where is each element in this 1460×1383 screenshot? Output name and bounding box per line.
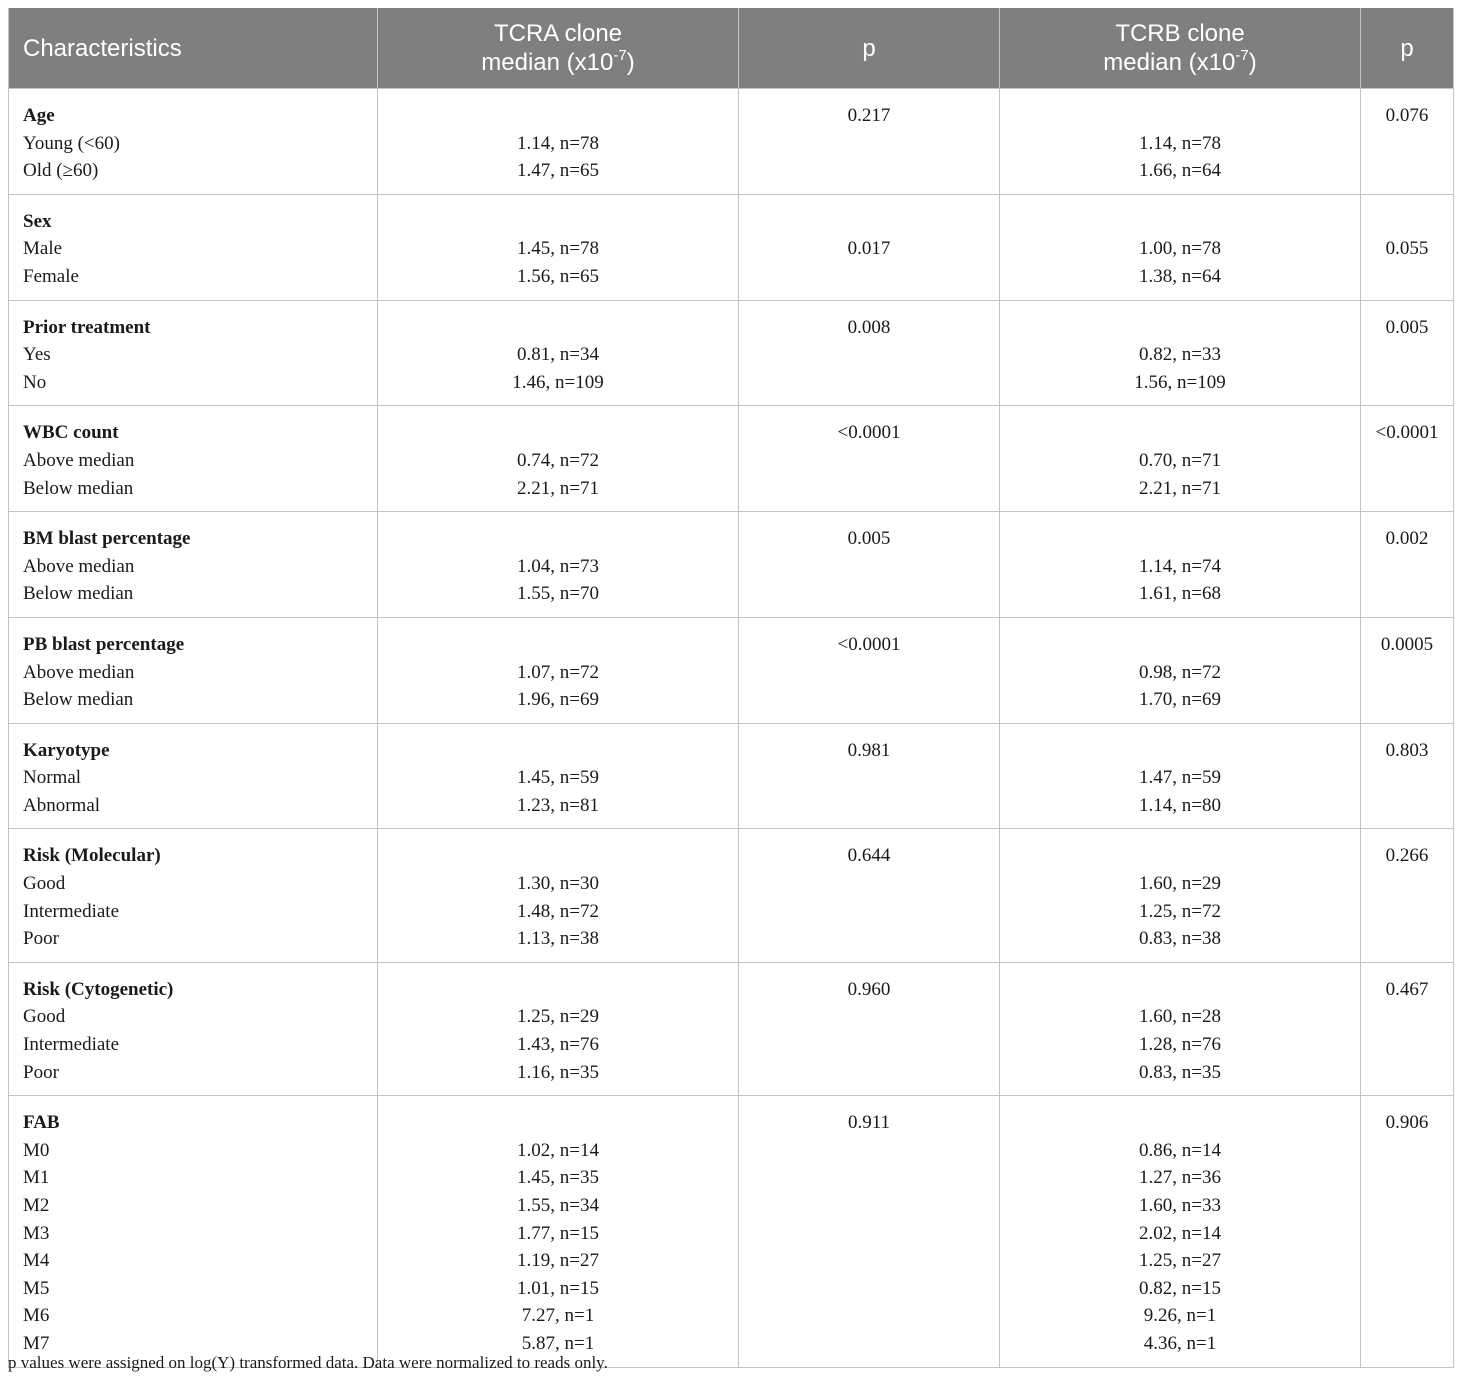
- subgroup-label: M0: [23, 1139, 50, 1161]
- characteristic-cell: [9, 89, 378, 195]
- p-tcra-cell: [739, 829, 1000, 962]
- tcra-median-cell: [378, 406, 739, 512]
- tcra-value: 1.56, n=65: [517, 265, 599, 287]
- p-tcrb-cell: [1361, 829, 1454, 962]
- group-title: WBC count: [23, 422, 119, 444]
- tcrb-value: 0.82, n=33: [1139, 344, 1221, 366]
- p-tcrb-cell: [1361, 723, 1454, 829]
- subgroup-label: M7: [23, 1332, 50, 1354]
- tcra-value: 1.96, n=69: [517, 689, 599, 711]
- p-value: 0.217: [847, 105, 891, 126]
- tcra-value: 1.43, n=76: [517, 1034, 599, 1056]
- p-value: 0.055: [1385, 238, 1429, 260]
- tcrb-value: 2.21, n=71: [1139, 477, 1221, 499]
- blank-line: [378, 525, 738, 553]
- tcra-value: 1.14, n=78: [517, 132, 599, 154]
- tcra-value: 2.21, n=71: [517, 477, 599, 499]
- subgroup-label: Young (<60): [23, 132, 120, 154]
- tcrb-value: 1.14, n=74: [1139, 555, 1221, 577]
- tcrb-median-cell: [1000, 512, 1361, 618]
- tcrb-value: 1.70, n=69: [1139, 689, 1221, 711]
- tcra-median-cell: [378, 300, 739, 406]
- tcra-value: 1.48, n=72: [517, 900, 599, 922]
- tcrb-value: 1.47, n=59: [1139, 767, 1221, 789]
- tcrb-value: 1.60, n=29: [1139, 873, 1221, 895]
- tcra-value: 1.01, n=15: [517, 1277, 599, 1299]
- tcrb-value: 0.82, n=15: [1139, 1277, 1221, 1299]
- p-value: 0.076: [1385, 105, 1429, 126]
- header-p-tcra: p: [739, 8, 1000, 89]
- tcra-value: 1.13, n=38: [517, 928, 599, 950]
- group-title: Prior treatment: [23, 316, 151, 338]
- subgroup-label: Normal: [23, 767, 82, 789]
- subgroup-label: Poor: [23, 928, 59, 950]
- subgroup-label: M5: [23, 1277, 50, 1299]
- tcrb-value: 0.70, n=71: [1139, 449, 1221, 471]
- tcra-value: 1.02, n=14: [517, 1139, 599, 1161]
- tcrb-median-cell: [1000, 1096, 1361, 1367]
- table-row: [9, 617, 1454, 723]
- table-row: [9, 512, 1454, 618]
- p-tcra-cell: [739, 512, 1000, 618]
- p-value: 0.906: [1385, 1112, 1429, 1134]
- tcrb-value: 0.83, n=38: [1139, 928, 1221, 950]
- blank-line: [1000, 102, 1360, 130]
- tcra-median-cell: [378, 723, 739, 829]
- p-tcrb-cell: [1361, 300, 1454, 406]
- tcrb-median-cell: [1000, 962, 1361, 1095]
- blank-line: [378, 631, 738, 659]
- characteristic-cell: [9, 723, 378, 829]
- p-value: <0.0001: [837, 422, 901, 444]
- p-value: <0.0001: [837, 633, 901, 655]
- subgroup-label: Old (≥60): [23, 160, 99, 182]
- tcra-value: 1.45, n=78: [517, 238, 599, 260]
- tcra-value: 1.30, n=30: [517, 873, 599, 895]
- tcra-value: 1.19, n=27: [517, 1250, 599, 1272]
- tcra-value: 1.46, n=109: [512, 371, 604, 393]
- blank-line: [1000, 208, 1360, 236]
- p-tcrb-cell: [1361, 1096, 1454, 1367]
- tcra-median-cell: [378, 512, 739, 618]
- tcrb-value: 0.98, n=72: [1139, 661, 1221, 683]
- tcra-value: 1.45, n=35: [517, 1167, 599, 1189]
- subgroup-label: Poor: [23, 1061, 59, 1083]
- tcrb-value: 1.61, n=68: [1139, 583, 1221, 605]
- blank-line: [378, 102, 738, 130]
- subgroup-label: Below median: [23, 477, 134, 499]
- tcrb-median-cell: [1000, 723, 1361, 829]
- characteristics-table: [8, 8, 1454, 1368]
- subgroup-label: Female: [23, 265, 79, 287]
- tcra-value: 1.77, n=15: [517, 1222, 599, 1244]
- tcra-value: 1.16, n=35: [517, 1061, 599, 1083]
- subgroup-label: M6: [23, 1305, 50, 1327]
- subgroup-label: Good: [23, 1006, 66, 1028]
- blank-line: [1000, 314, 1360, 342]
- p-tcra-cell: [739, 1096, 1000, 1367]
- subgroup-label: Abnormal: [23, 794, 101, 816]
- p-value: <0.0001: [1375, 422, 1439, 444]
- tcra-value: 1.47, n=65: [517, 160, 599, 182]
- p-value: 0.981: [847, 739, 891, 761]
- header-tcra-close: ): [626, 49, 635, 76]
- p-tcrb-cell: [1361, 89, 1454, 195]
- tcrb-value: 1.25, n=27: [1139, 1250, 1221, 1272]
- header-tcrb-median: [1000, 8, 1361, 89]
- header-characteristics: Characteristics: [9, 8, 378, 89]
- tcrb-value: 1.14, n=78: [1139, 132, 1221, 154]
- tcrb-value: 1.38, n=64: [1139, 265, 1221, 287]
- subgroup-label: Above median: [23, 449, 135, 471]
- header-tcrb-line1: TCRB clone: [1115, 20, 1245, 47]
- tcrb-value: 1.60, n=28: [1139, 1006, 1221, 1028]
- p-value: 0.005: [1385, 316, 1429, 338]
- blank-line: [378, 842, 738, 870]
- tcrb-value: 0.86, n=14: [1139, 1139, 1221, 1161]
- tcrb-value: 1.25, n=72: [1139, 900, 1221, 922]
- characteristic-cell: [9, 1096, 378, 1367]
- characteristic-cell: [9, 512, 378, 618]
- subgroup-label: M3: [23, 1222, 50, 1244]
- p-value: 0.017: [847, 238, 891, 260]
- subgroup-label: No: [23, 371, 47, 393]
- tcra-median-cell: [378, 962, 739, 1095]
- tcra-median-cell: [378, 89, 739, 195]
- subgroup-label: Intermediate: [23, 1034, 120, 1056]
- table-row: [9, 89, 1454, 195]
- p-tcra-cell: [739, 194, 1000, 300]
- p-tcrb-cell: [1361, 406, 1454, 512]
- group-title: Karyotype: [23, 739, 110, 761]
- tcrb-median-cell: [1000, 829, 1361, 962]
- tcra-value: 1.55, n=70: [517, 583, 599, 605]
- tcrb-value: 1.60, n=33: [1139, 1195, 1221, 1216]
- blank-line: [1000, 737, 1360, 765]
- group-title: PB blast percentage: [23, 633, 185, 655]
- p-value: 0.644: [847, 845, 891, 867]
- tcra-value: 7.27, n=1: [521, 1305, 595, 1327]
- subgroup-label: Intermediate: [23, 900, 120, 922]
- subgroup-label: M1: [23, 1167, 50, 1189]
- blank-line: [1000, 976, 1360, 1004]
- blank-line: [378, 419, 738, 447]
- p-tcrb-cell: [1361, 512, 1454, 618]
- tcra-median-cell: [378, 1096, 739, 1367]
- header-row: [9, 8, 1454, 89]
- tcrb-median-cell: [1000, 617, 1361, 723]
- p-value: 0.266: [1385, 845, 1429, 867]
- table-row: [9, 829, 1454, 962]
- blank-line: [1000, 525, 1360, 553]
- blank-line: [739, 208, 999, 236]
- table-footnote: p values were assigned on log(Y) transformed data. Data were normalized to reads only.: [8, 1353, 608, 1372]
- p-value: 0.467: [1385, 978, 1429, 1000]
- table-row: [9, 723, 1454, 829]
- tcrb-value: 4.36, n=1: [1143, 1332, 1217, 1354]
- subgroup-label: Below median: [23, 689, 134, 711]
- header-tcrb-exponent: -7: [1235, 47, 1249, 64]
- tcrb-value: 0.83, n=35: [1139, 1061, 1221, 1083]
- table-body: [9, 89, 1454, 1368]
- subgroup-label: Good: [23, 873, 66, 895]
- tcra-median-cell: [378, 194, 739, 300]
- subgroup-label: Below median: [23, 583, 134, 605]
- characteristic-cell: [9, 962, 378, 1095]
- characteristic-cell: [9, 194, 378, 300]
- blank-line: [1361, 208, 1453, 236]
- tcra-median-cell: [378, 617, 739, 723]
- tcra-value: 1.55, n=34: [517, 1195, 599, 1216]
- blank-line: [378, 737, 738, 765]
- header-tcrb-line2: median (x10: [1103, 49, 1236, 76]
- characteristic-cell: [9, 406, 378, 512]
- blank-line: [378, 976, 738, 1004]
- tcrb-median-cell: [1000, 194, 1361, 300]
- p-tcra-cell: [739, 89, 1000, 195]
- table-row: [9, 300, 1454, 406]
- tcrb-value: 1.00, n=78: [1139, 238, 1221, 260]
- p-value: 0.002: [1385, 528, 1429, 550]
- tcrb-value: 1.66, n=64: [1139, 160, 1221, 182]
- p-tcrb-cell: [1361, 962, 1454, 1095]
- table-row: [9, 962, 1454, 1095]
- tcrb-value: 1.28, n=76: [1139, 1034, 1221, 1056]
- tcrb-value: 1.27, n=36: [1139, 1167, 1221, 1189]
- subgroup-label: Yes: [23, 344, 51, 366]
- characteristic-cell: [9, 300, 378, 406]
- p-tcrb-cell: [1361, 617, 1454, 723]
- header-tcra-exponent: -7: [613, 47, 627, 64]
- subgroup-label: Male: [23, 238, 63, 260]
- tcra-value: 1.04, n=73: [517, 555, 599, 577]
- p-tcra-cell: [739, 300, 1000, 406]
- p-value: 0.0005: [1380, 633, 1434, 655]
- tcrb-value: 1.56, n=109: [1134, 371, 1226, 393]
- subgroup-label: M4: [23, 1250, 50, 1272]
- characteristic-cell: [9, 829, 378, 962]
- tcra-value: 1.45, n=59: [517, 767, 599, 789]
- header-tcra-line1: TCRA clone: [493, 20, 623, 47]
- p-value: 0.911: [847, 1112, 891, 1134]
- tcra-value: 1.23, n=81: [517, 794, 599, 816]
- table-row: [9, 406, 1454, 512]
- group-title: BM blast percentage: [23, 528, 191, 550]
- blank-line: [378, 208, 738, 236]
- p-tcra-cell: [739, 723, 1000, 829]
- group-title: Sex: [23, 210, 52, 232]
- subgroup-label: Above median: [23, 555, 135, 577]
- blank-line: [1000, 631, 1360, 659]
- tcra-value: 5.87, n=1: [521, 1332, 595, 1354]
- p-value: 0.005: [847, 528, 891, 550]
- p-tcra-cell: [739, 962, 1000, 1095]
- tcra-value: 0.74, n=72: [517, 449, 599, 471]
- p-tcra-cell: [739, 617, 1000, 723]
- table-row: [9, 194, 1454, 300]
- header-tcra-line2: median (x10: [481, 49, 614, 76]
- blank-line: [1000, 1109, 1360, 1137]
- p-value: 0.803: [1385, 739, 1429, 761]
- group-title: Age: [23, 105, 55, 126]
- p-value: 0.008: [847, 316, 891, 338]
- subgroup-label: Above median: [23, 661, 135, 683]
- blank-line: [378, 314, 738, 342]
- header-tcra-median: [378, 8, 739, 89]
- tcra-median-cell: [378, 829, 739, 962]
- blank-line: [1000, 842, 1360, 870]
- tcrb-value: 2.02, n=14: [1139, 1222, 1221, 1244]
- characteristic-cell: [9, 617, 378, 723]
- blank-line: [1000, 419, 1360, 447]
- blank-line: [378, 1109, 738, 1137]
- table-row: [9, 1096, 1454, 1367]
- p-value: 0.960: [847, 978, 891, 1000]
- tcrb-median-cell: [1000, 406, 1361, 512]
- p-tcra-cell: [739, 406, 1000, 512]
- tcrb-value: 1.14, n=80: [1139, 794, 1221, 816]
- tcra-value: 1.07, n=72: [517, 661, 599, 683]
- group-title: Risk (Cytogenetic): [23, 978, 174, 1000]
- tcrb-median-cell: [1000, 89, 1361, 195]
- header-tcrb-close: ): [1248, 49, 1257, 76]
- tcrb-median-cell: [1000, 300, 1361, 406]
- header-p-tcrb: p: [1361, 8, 1454, 89]
- group-title: FAB: [23, 1112, 60, 1134]
- tcra-value: 0.81, n=34: [517, 344, 599, 366]
- group-title: Risk (Molecular): [23, 845, 161, 867]
- subgroup-label: M2: [23, 1195, 50, 1216]
- tcrb-value: 9.26, n=1: [1143, 1305, 1217, 1327]
- tcra-value: 1.25, n=29: [517, 1006, 599, 1028]
- p-tcrb-cell: [1361, 194, 1454, 300]
